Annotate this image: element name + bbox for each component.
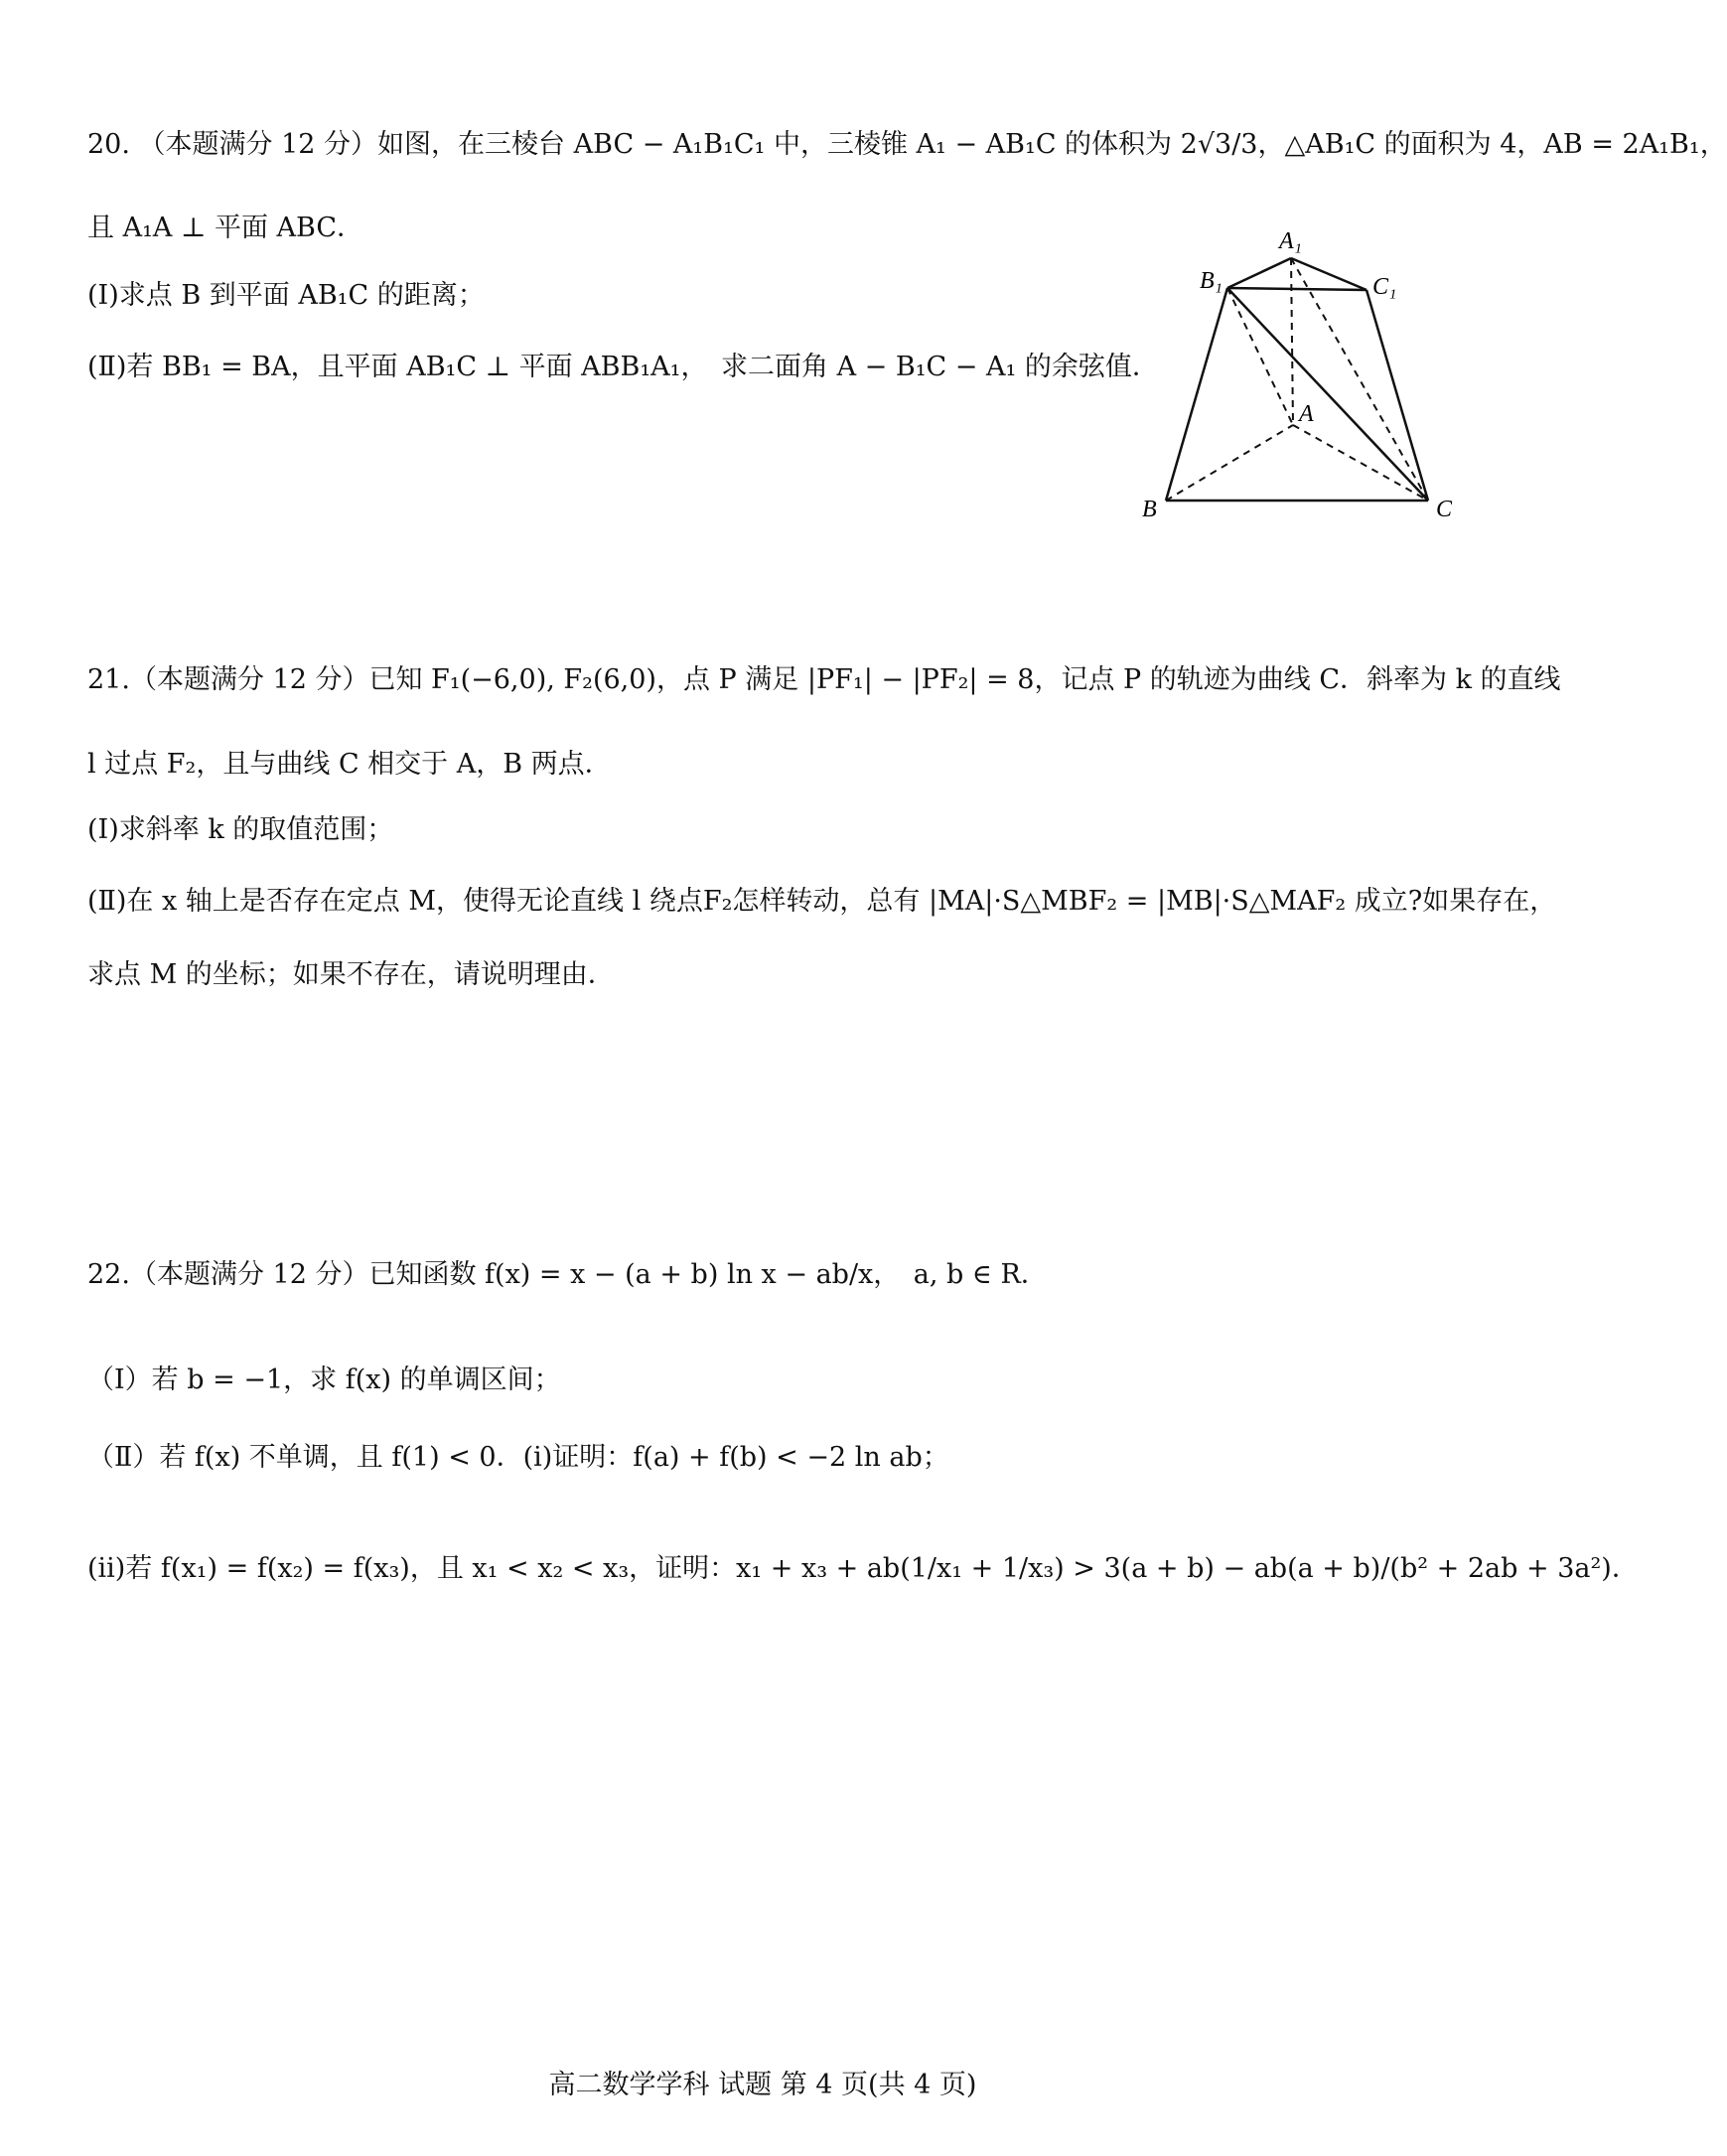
q22-part2: （Ⅱ）若 f(x) 不单调，且 f(1) < 0．(i)证明：f(a) + f(b) < −2 ln ab； (87, 1442, 949, 1473)
q21-statement-line1: 21.（本题满分 12 分）已知 F₁(−6,0), F₂(6,0)，点 P 满足 |PF₁| − |PF₂| = 8，记点 P 的轨迹为曲线 C．斜率为 k 的直线 (87, 664, 1561, 695)
q20-part2: (Ⅱ)若 BB₁ = BA，且平面 AB₁C ⊥ 平面 ABB₁A₁， 求二面角 A − B₁C − A₁ 的余弦值． (87, 352, 1159, 382)
edge-B1B (1166, 288, 1227, 501)
edge-B1C1 (1227, 288, 1367, 290)
edge-A1A (1291, 258, 1293, 425)
edge-B1A (1227, 288, 1293, 425)
label-C: C (1436, 497, 1453, 522)
label-B1: B₁ (1200, 268, 1223, 294)
q20-frustum-figure (1142, 226, 1480, 524)
label-C1: C₁ (1372, 274, 1397, 300)
q21-statement-line2: l 过点 F₂，且与曲线 C 相交于 A，B 两点． (87, 749, 612, 780)
edge-A1C (1291, 258, 1428, 501)
q22-part1: （Ⅰ）若 b = −1，求 f(x) 的单调区间； (87, 1365, 561, 1395)
edge-B1A1 (1227, 258, 1291, 288)
q21-part1: (Ⅰ)求斜率 k 的取值范围； (87, 814, 394, 845)
q22-statement: 22.（本题满分 12 分）已知函数 f(x) = x − (a + b) ln x − ab/x， a, b ∈ R． (87, 1259, 1048, 1290)
edge-A1C1 (1291, 258, 1367, 290)
page-footer: 高二数学学科 试题 第 4 页(共 4 页) (548, 2070, 977, 2100)
q20-statement-line2: 且 A₁A ⊥ 平面 ABC． (87, 213, 364, 243)
q20-statement-line1: 20. （本题满分 12 分）如图，在三棱台 ABC − A₁B₁C₁ 中，三棱锥 A₁ − AB₁C 的体积为 2√3/3，△AB₁C 的面积为 4，AB = 2A₁B₁， (87, 129, 1727, 160)
q21-part2-continued: 求点 M 的坐标；如果不存在，请说明理由． (87, 959, 615, 990)
label-A1: A₁ (1279, 228, 1303, 254)
q22-part2-ii: (ii)若 f(x₁) = f(x₂) = f(x₃)，且 x₁ < x₂ < x₃，证明：x₁ + x₃ + ab(1/x₁ + 1/x₃) > 3(a + b) − ab(a + b)/(b² + 2ab + 3a²)． (87, 1553, 1639, 1584)
label-B: B (1142, 497, 1157, 522)
label-A: A (1299, 401, 1314, 427)
q21-part2: (Ⅱ)在 x 轴上是否存在定点 M，使得无论直线 l 绕点F₂怎样转动，总有 |MA|·S△MBF₂ = |MB|·S△MAF₂ 成立?如果存在， (87, 886, 1557, 917)
q20-part1: (Ⅰ)求点 B 到平面 AB₁C 的距离； (87, 280, 485, 311)
